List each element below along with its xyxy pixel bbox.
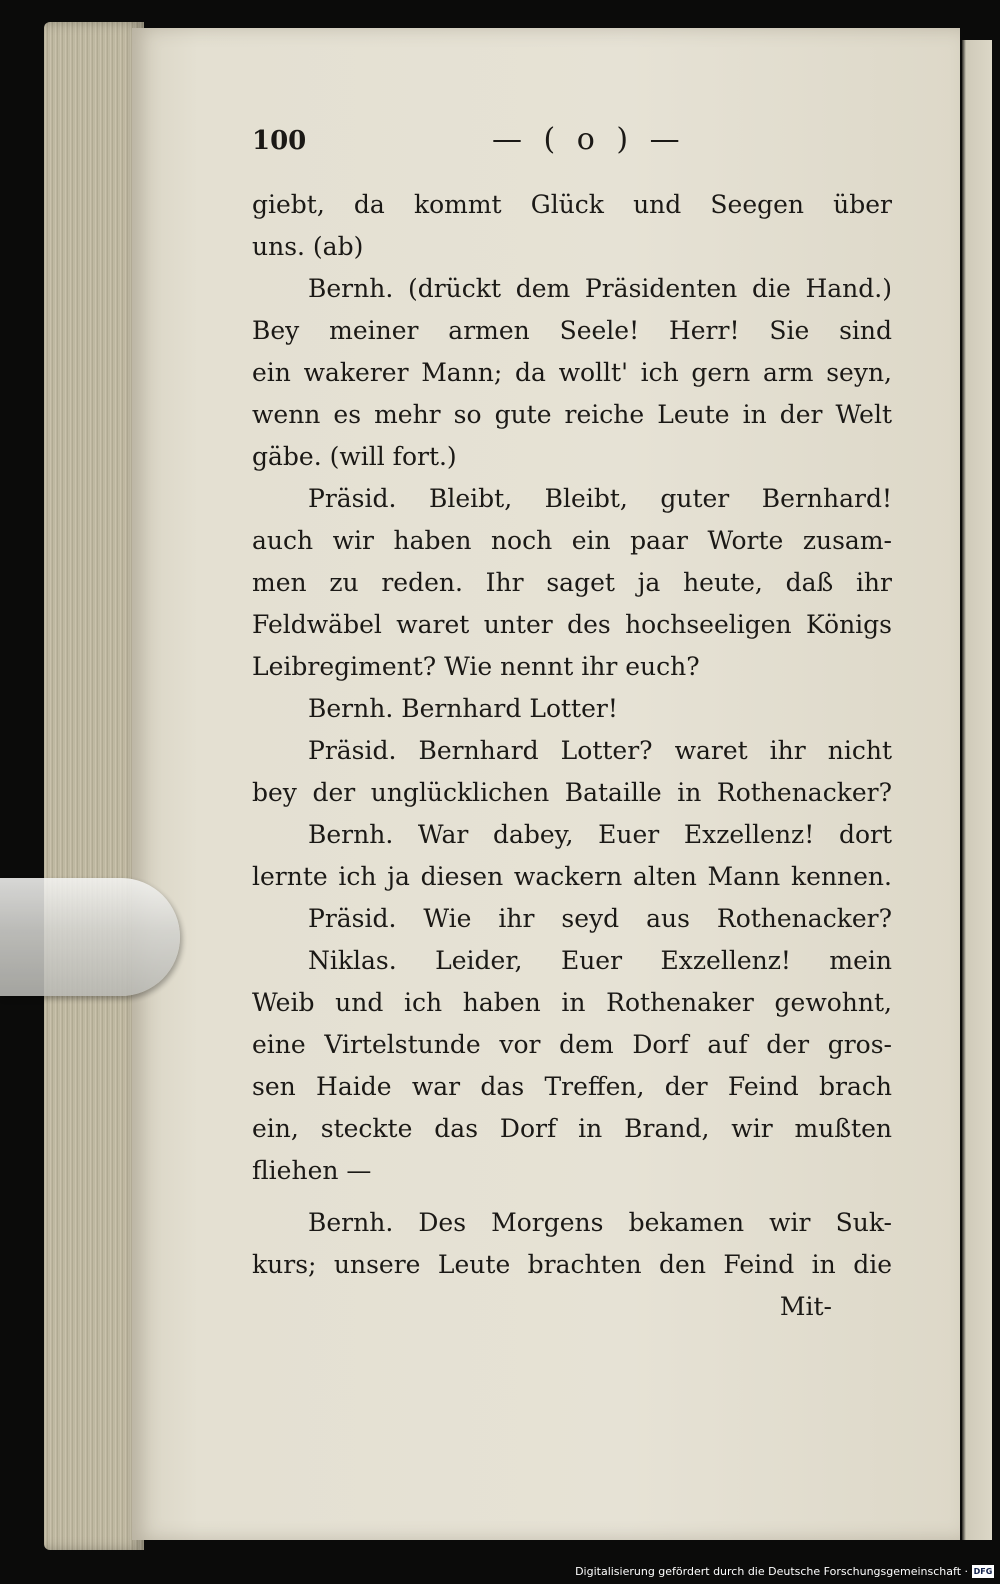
page-edges (44, 22, 144, 1550)
text-line: uns. (ab) (252, 232, 364, 261)
text-line: Präsid. Bernhard Lotter? waret ihr nicht (308, 736, 892, 765)
text-line: ein, steckte das Dorf in Brand, wir mußten (252, 1114, 892, 1143)
text-line: Leibregiment? Wie nennt ihr euch? (252, 652, 700, 681)
text-line: Präsid. Wie ihr seyd aus Rothenacker? (308, 904, 892, 933)
text-line: men zu reden. Ihr saget ja heute, daß ihr (252, 568, 892, 597)
text-line: auch wir haben noch ein paar Worte zusam- (252, 526, 892, 555)
page-header (252, 122, 892, 184)
page-holder-clip (0, 878, 180, 996)
text-line: giebt, da kommt Glück und Seegen über (252, 190, 892, 219)
digitization-credit (575, 1562, 994, 1580)
text-line: eine Virtelstunde vor dem Dorf auf der gros- (252, 1030, 892, 1059)
text-line: sen Haide war das Treffen, der Feind brach (252, 1072, 892, 1101)
text-line: Niklas. Leider, Euer Exzellenz! mein (308, 946, 892, 975)
text-line: wenn es mehr so gute reiche Leute in der Welt (252, 400, 892, 429)
text-line: bey der unglücklichen Bataille in Rothenacker? (252, 778, 892, 807)
page-number: 100 (252, 126, 307, 156)
text-line: Bernh. (drückt dem Präsidenten die Hand.) (308, 274, 892, 303)
text-line: Bernh. War dabey, Euer Exzellenz! dort (308, 820, 892, 849)
running-head: — ( o ) — (492, 122, 686, 157)
text-line: kurs; unsere Leute brachten den Feind in die (252, 1250, 892, 1279)
facing-page-edge (962, 40, 992, 1540)
text-line: lernte ich ja diesen wackern alten Mann kennen. (252, 862, 892, 891)
text-line: Bernh. Bernhard Lotter! (308, 694, 618, 723)
catchword: Mit- (779, 1292, 832, 1321)
text-line: Bey meiner armen Seele! Herr! Sie sind (252, 316, 892, 345)
text-line: Weib und ich haben in Rothenaker gewohnt, (252, 988, 892, 1017)
text-line: gäbe. (will fort.) (252, 442, 457, 471)
text-line: Präsid. Bleibt, Bleibt, guter Bernhard! (308, 484, 892, 513)
credit-text: Digitalisierung gefördert durch die Deutsche Forschungsgemeinschaft · (575, 1564, 968, 1578)
text-line: Bernh. Des Morgens bekamen wir Suk- (308, 1208, 892, 1237)
text-line: fliehen — (252, 1156, 372, 1185)
dfg-logo: DFG (973, 1566, 993, 1576)
page-text (252, 122, 892, 1328)
text-line: Feldwäbel waret unter des hochseeligen Königs (252, 610, 892, 639)
text-line: ein wakerer Mann; da wollt' ich gern arm seyn, (252, 358, 892, 387)
